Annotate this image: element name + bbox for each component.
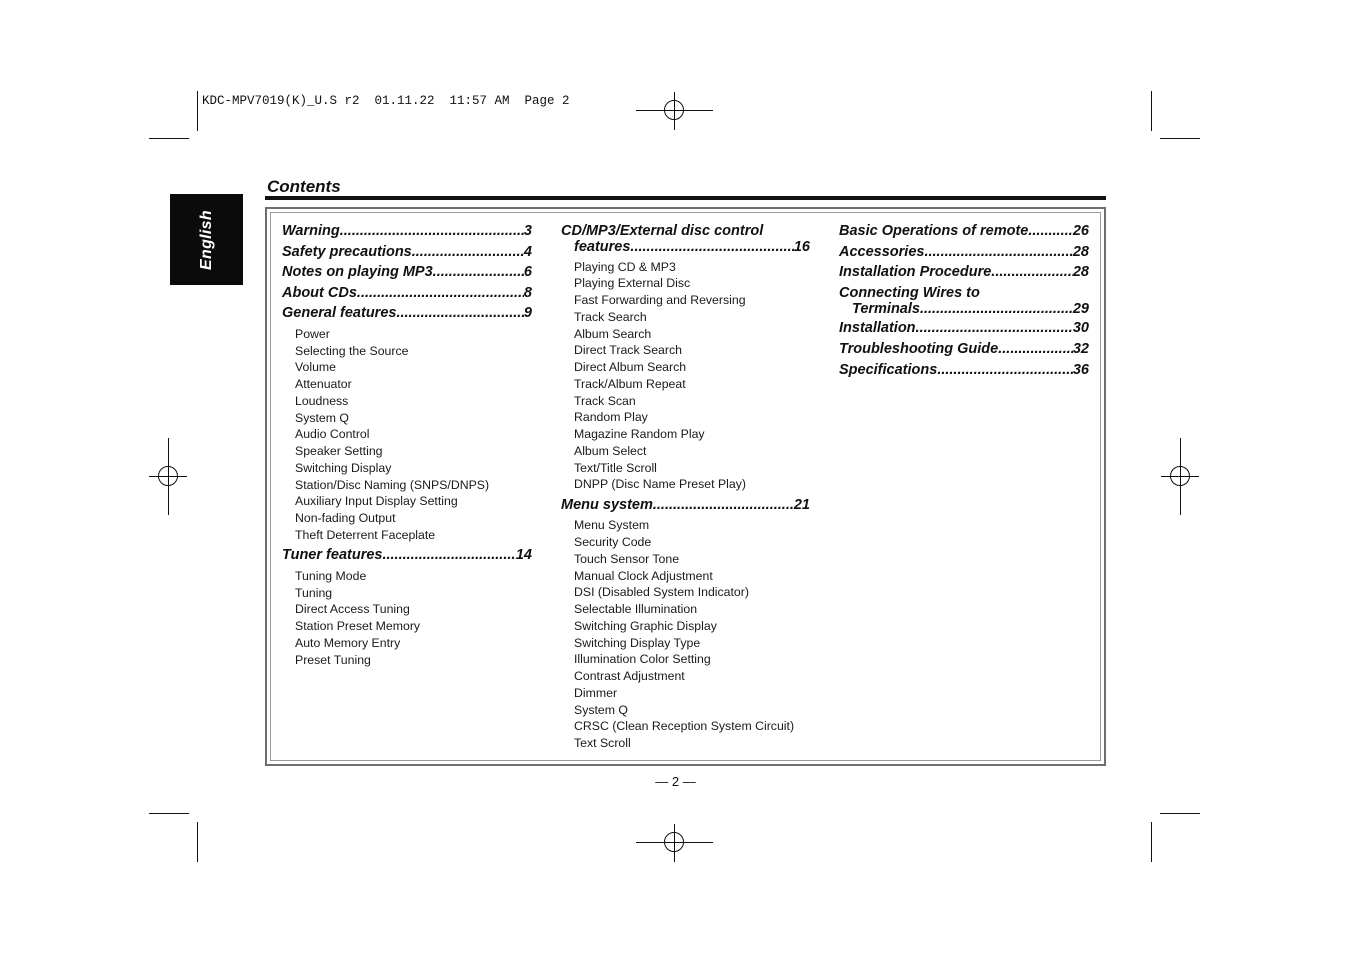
toc-subitems bbox=[561, 259, 810, 494]
toc-entry-title-cont: Terminals bbox=[852, 300, 920, 317]
toc-subitem[interactable]: Touch Sensor Tone bbox=[574, 551, 680, 566]
toc-column-3 bbox=[839, 223, 1089, 382]
toc-subitem[interactable]: Text/Title Scroll bbox=[574, 460, 657, 475]
dot-leader bbox=[920, 301, 1073, 317]
toc-subitem[interactable]: Track Search bbox=[574, 309, 647, 324]
toc-entry[interactable] bbox=[839, 285, 1089, 317]
toc-subitem[interactable]: Dimmer bbox=[574, 685, 618, 700]
toc-entry[interactable] bbox=[282, 305, 532, 322]
toc-subitem[interactable]: Tuning Mode bbox=[295, 568, 367, 583]
toc-subitem[interactable]: Preset Tuning bbox=[295, 652, 371, 667]
toc-subitem[interactable]: Magazine Random Play bbox=[574, 427, 705, 442]
toc-entry-title: Troubleshooting Guide bbox=[839, 340, 999, 357]
toc-subitem[interactable]: Power bbox=[295, 326, 330, 341]
toc-subitem[interactable]: DSI (Disabled System Indicator) bbox=[574, 585, 749, 600]
toc-entry-title: Basic Operations of remote bbox=[839, 223, 1029, 239]
toc-subitem[interactable]: Station/Disc Naming (SNPS/DNPS) bbox=[295, 477, 490, 492]
toc-entry-title: Accessories bbox=[839, 243, 925, 260]
toc-subitems bbox=[282, 326, 532, 544]
toc-subitem[interactable]: Security Code bbox=[574, 535, 652, 550]
toc-subitem[interactable]: Auto Memory Entry bbox=[295, 635, 401, 650]
dot-leader bbox=[998, 341, 1073, 358]
toc-subitem[interactable]: Album Search bbox=[574, 326, 652, 341]
toc-entry[interactable] bbox=[282, 223, 532, 240]
toc-entry[interactable] bbox=[282, 285, 532, 302]
crop-mark bbox=[1160, 138, 1200, 139]
dot-leader bbox=[916, 320, 1073, 337]
toc-entry-page: 8 bbox=[523, 284, 532, 301]
toc-subitem[interactable]: CRSC (Clean Reception System Circuit) bbox=[574, 719, 795, 734]
crop-mark bbox=[1160, 813, 1200, 814]
crop-mark bbox=[1151, 822, 1152, 862]
toc-subitem[interactable]: Text Scroll bbox=[574, 736, 631, 751]
dot-leader bbox=[630, 239, 793, 255]
page-title: Contents bbox=[267, 177, 341, 196]
toc-entry-page: 30 bbox=[1072, 320, 1089, 337]
toc-column-1 bbox=[282, 223, 532, 672]
dot-leader bbox=[382, 547, 515, 564]
toc-entry-title: Tuner features bbox=[282, 547, 383, 564]
dot-leader bbox=[433, 264, 524, 281]
toc-entry-page: 9 bbox=[523, 305, 532, 322]
toc-entry-page: 28 bbox=[1072, 264, 1089, 281]
toc-entry-title: About CDs bbox=[282, 284, 357, 301]
toc-entry[interactable] bbox=[282, 244, 532, 261]
toc-subitem[interactable]: Switching Display Type bbox=[574, 635, 701, 650]
toc-entry-title: Installation Procedure bbox=[839, 264, 992, 281]
dot-leader bbox=[357, 285, 524, 302]
toc-entry-page: 3 bbox=[523, 223, 532, 239]
toc-subitem[interactable]: Playing CD & MP3 bbox=[574, 259, 676, 274]
page-number: — 2 — bbox=[655, 774, 696, 789]
toc-subitem[interactable]: Contrast Adjustment bbox=[574, 669, 685, 684]
toc-subitem[interactable]: Manual Clock Adjustment bbox=[574, 568, 713, 583]
toc-entry-page: 16 bbox=[793, 239, 810, 255]
toc-entry[interactable] bbox=[839, 264, 1089, 281]
dot-leader bbox=[1028, 223, 1073, 240]
toc-entry[interactable] bbox=[561, 223, 810, 255]
toc-entry-title: Warning bbox=[282, 223, 340, 239]
toc-subitems bbox=[561, 517, 810, 752]
dot-leader bbox=[937, 362, 1073, 379]
toc-subitem[interactable]: Audio Control bbox=[295, 427, 370, 442]
toc-subitem[interactable]: Selecting the Source bbox=[295, 343, 409, 358]
toc-entry[interactable] bbox=[839, 341, 1089, 358]
toc-subitem[interactable]: System Q bbox=[574, 702, 628, 717]
toc-entry-continuation bbox=[561, 239, 810, 255]
toc-subitem[interactable]: Direct Track Search bbox=[574, 343, 682, 358]
toc-entry-page: 21 bbox=[793, 496, 810, 513]
toc-entry[interactable] bbox=[839, 320, 1089, 337]
toc-subitem[interactable]: Album Select bbox=[574, 443, 647, 458]
toc-entry-title-cont: features bbox=[574, 239, 631, 255]
toc-column-2 bbox=[561, 223, 810, 755]
toc-entry-title: Connecting Wires to bbox=[839, 284, 980, 301]
toc-subitem[interactable]: Switching Display bbox=[295, 460, 392, 475]
toc-subitem[interactable]: Illumination Color Setting bbox=[574, 652, 711, 667]
toc-entry[interactable] bbox=[561, 497, 810, 514]
language-tab-label: English bbox=[197, 209, 215, 270]
toc-entry-page: 29 bbox=[1072, 300, 1089, 317]
crop-mark bbox=[149, 813, 189, 814]
toc-entry-page: 14 bbox=[515, 547, 532, 564]
toc-subitem[interactable]: Station Preset Memory bbox=[295, 619, 421, 634]
toc-subitem[interactable]: Menu System bbox=[574, 518, 650, 533]
dot-leader bbox=[340, 223, 524, 240]
dot-leader bbox=[653, 497, 794, 514]
language-tab bbox=[170, 194, 243, 285]
toc-entry-title: General features bbox=[282, 305, 397, 322]
toc-entry-title: CD/MP3/External disc control bbox=[561, 223, 764, 239]
crop-mark bbox=[197, 822, 198, 862]
toc-entry[interactable] bbox=[282, 264, 532, 281]
toc-entry[interactable] bbox=[282, 547, 532, 564]
toc-subitem[interactable]: Theft Deterrent Faceplate bbox=[295, 527, 436, 542]
dot-leader bbox=[924, 244, 1072, 261]
title-rule bbox=[265, 196, 1106, 200]
toc-entry-page: 32 bbox=[1072, 340, 1089, 357]
toc-entry-title: Installation bbox=[839, 320, 916, 337]
toc-subitem[interactable]: Fast Forwarding and Reversing bbox=[574, 293, 746, 308]
toc-subitem[interactable]: Switching Graphic Display bbox=[574, 618, 717, 633]
toc-subitem[interactable]: DNPP (Disc Name Preset Play) bbox=[574, 477, 746, 492]
toc-entry-title: Notes on playing MP3 bbox=[282, 264, 433, 281]
toc-entry-title: Specifications bbox=[839, 361, 938, 378]
toc-entry[interactable] bbox=[839, 244, 1089, 261]
toc-entry-title: Menu system bbox=[561, 496, 653, 513]
toc-subitem[interactable]: Speaker Setting bbox=[295, 444, 383, 459]
toc-subitem[interactable]: Loudness bbox=[295, 393, 349, 408]
toc-subitem[interactable]: Selectable Illumination bbox=[574, 602, 698, 617]
dot-leader bbox=[991, 264, 1073, 281]
dot-leader bbox=[396, 305, 523, 322]
crop-mark bbox=[149, 138, 189, 139]
toc-entry-page: 26 bbox=[1072, 223, 1089, 239]
toc-subitem[interactable]: Direct Album Search bbox=[574, 360, 687, 375]
toc-subitem[interactable]: Attenuator bbox=[295, 377, 352, 392]
toc-entry-page: 36 bbox=[1072, 361, 1089, 378]
print-slug: KDC-MPV7019(K)_U.S r2 01.11.22 11:57 AM Page 2 bbox=[202, 94, 570, 108]
toc-entry[interactable] bbox=[839, 223, 1089, 240]
crop-mark bbox=[197, 91, 198, 131]
toc-subitem[interactable]: Volume bbox=[295, 360, 337, 375]
toc-entry-continuation bbox=[839, 301, 1089, 317]
toc-subitem[interactable]: Direct Access Tuning bbox=[295, 602, 410, 617]
toc-entry-page: 4 bbox=[523, 243, 532, 260]
toc-entry-title: Safety precautions bbox=[282, 243, 412, 260]
dot-leader bbox=[412, 244, 524, 261]
toc-subitem[interactable]: Auxiliary Input Display Setting bbox=[295, 494, 458, 509]
crop-mark bbox=[1151, 91, 1152, 131]
toc-subitem[interactable]: Track Scan bbox=[574, 393, 636, 408]
toc-entry[interactable] bbox=[839, 362, 1089, 379]
toc-subitem[interactable]: Random Play bbox=[574, 410, 648, 425]
toc-subitem[interactable]: Tuning bbox=[295, 585, 333, 600]
toc-entry-page: 28 bbox=[1072, 243, 1089, 260]
toc-subitems bbox=[282, 568, 532, 669]
toc-subitem[interactable]: Playing External Disc bbox=[574, 276, 691, 291]
toc-entry-page: 6 bbox=[523, 264, 532, 281]
toc-subitem[interactable]: Track/Album Repeat bbox=[574, 376, 686, 391]
toc-subitem[interactable]: System Q bbox=[295, 410, 349, 425]
toc-subitem[interactable]: Non-fading Output bbox=[295, 511, 396, 526]
